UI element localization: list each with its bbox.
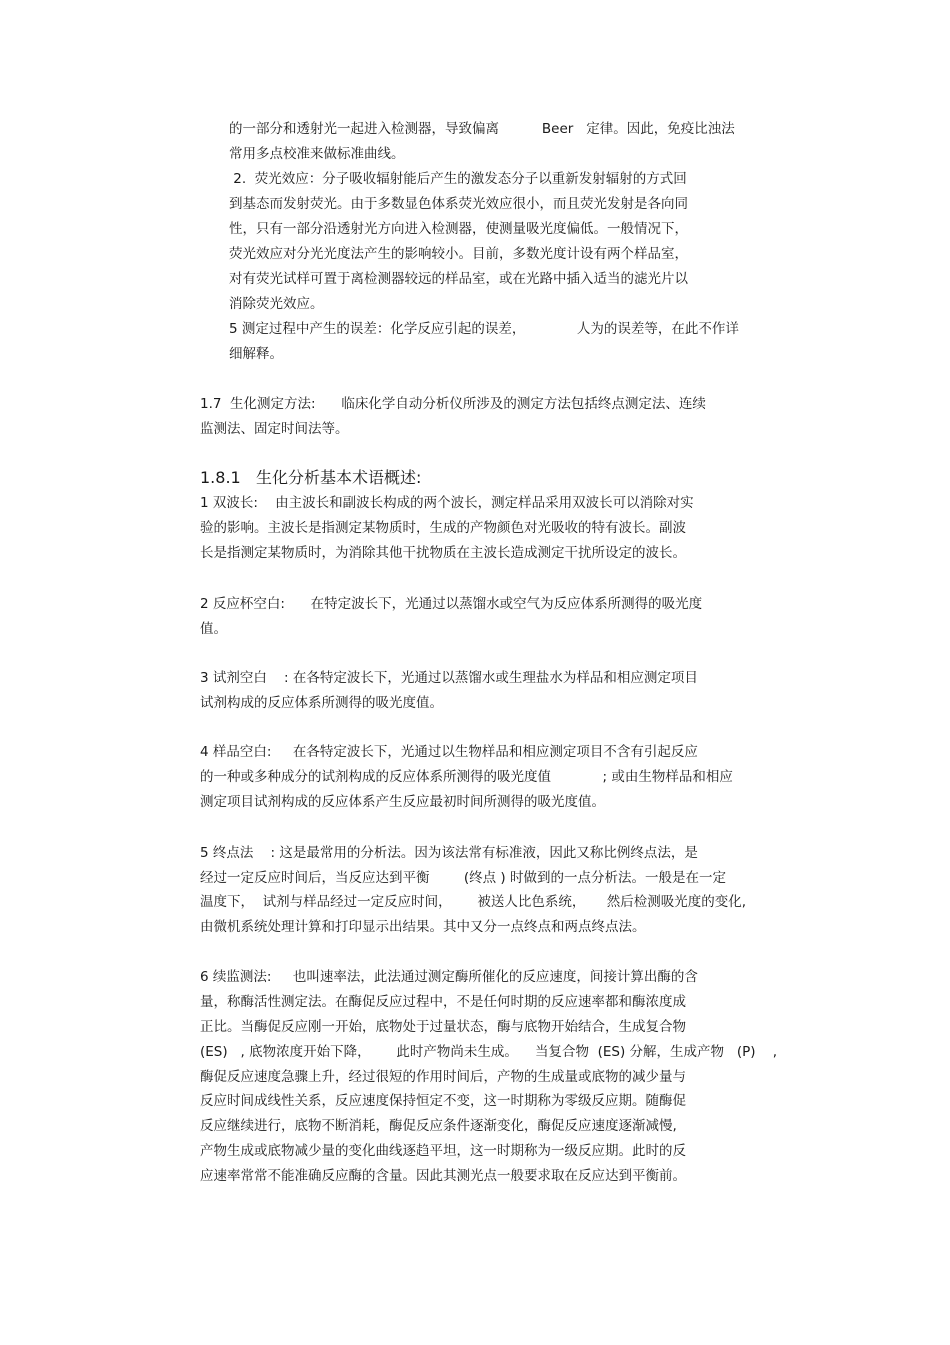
text-line: 常用多点校准来做标准曲线。 <box>229 146 405 162</box>
text-line: 的一部分和透射光一起进入检测器，导致偏离 Beer 定律。因此，免疫比浊法 <box>229 121 735 137</box>
term-1-line: 验的影响。主波长是指测定某物质时，生成的产物颜色对光吸收的特有波长。副波 <box>200 520 686 536</box>
term-6-line: 正比。当酶促反应刚一开始，底物处于过量状态，酶与底物开始结合，生成复合物 <box>200 1019 686 1035</box>
term-2-line: 值。 <box>200 621 227 637</box>
term-4-line: 的一种或多种成分的试剂构成的反应体系所测得的吸光度值 ; 或由生物样品和相应 <box>200 769 733 785</box>
term-5-line: 经过一定反应时间后，当反应达到平衡 (终点 ) 时做到的一点分析法。一般是在一定 <box>200 870 726 886</box>
term-3-line: 3 试剂空白 : 在各特定波长下，光通过以蒸馏水或生理盐水为样品和相应测定项目 <box>200 670 698 686</box>
term-3-line: 试剂构成的反应体系所测得的吸光度值。 <box>200 695 443 711</box>
term-6-line: 量，称酶活性测定法。在酶促反应过程中，不是任何时期的反应速率都和酶浓度成 <box>200 994 686 1010</box>
term-6-line: (ES) , 底物浓度开始下降， 此时产物尚未生成。 当复合物 (ES) 分解，生成产物 (P) , <box>200 1044 778 1060</box>
text-line: 消除荧光效应。 <box>229 296 324 312</box>
term-6-line: 反应继续进行，底物不断消耗，酶促反应条件逐渐变化，酶促反应速度逐渐减慢, <box>200 1118 677 1134</box>
term-1-line: 1 双波长: 由主波长和副波长构成的两个波长，测定样品采用双波长可以消除对实 <box>200 495 694 511</box>
term-2-line: 2 反应杯空白: 在特定波长下，光通过以蒸馏水或空气为反应体系所测得的吸光度 <box>200 596 703 612</box>
section-1-7-line: 1.7 生化测定方法: 临床化学自动分析仪所涉及的测定方法包括终点测定法、连续 <box>200 396 706 412</box>
section-heading: 1.8.1 生化分析基本术语概述: <box>200 468 422 487</box>
term-1-line: 长是指测定某物质时，为消除其他干扰物质在主波长造成测定干扰所设定的波长。 <box>200 545 686 561</box>
term-6-line: 应速率常常不能准确反应酶的含量。因此其测光点一般要求取在反应达到平衡前。 <box>200 1168 686 1184</box>
term-6-line: 6 续监测法: 也叫速率法，此法通过测定酶所催化的反应速度，间接计算出酶的含 <box>200 969 698 985</box>
term-6-line: 酶促反应速度急骤上升，经过很短的作用时间后，产物的生成量或底物的减少量与 <box>200 1069 686 1085</box>
term-5-line: 温度下， 试剂与样品经过一定反应时间， 被送人比色系统， 然后检测吸光度的变化, <box>200 894 747 910</box>
term-4-line: 测定项目试剂构成的反应体系产生反应最初时间所测得的吸光度值。 <box>200 794 605 810</box>
text-line: 性，只有一部分沿透射光方向进入检测器，使测量吸光度偏低。一般情况下， <box>229 221 688 237</box>
text-line: 细解释。 <box>229 346 283 362</box>
term-6-line: 产物生成或底物减少量的变化曲线逐趋平坦，这一时期称为一级反应期。此时的反 <box>200 1143 686 1159</box>
text-line: 5 测定过程中产生的误差：化学反应引起的误差， 人为的误差等，在此不作详 <box>229 321 739 337</box>
text-line: 对有荧光试样可置于离检测器较远的样品室，或在光路中插入适当的滤光片以 <box>229 271 688 287</box>
text-line: 2. 荧光效应：分子吸收辐射能后产生的激发态分子以重新发射辐射的方式回 <box>229 171 687 187</box>
text-line: 到基态而发射荧光。由于多数显色体系荧光效应很小，而且荧光发射是各向同 <box>229 196 688 212</box>
term-5-line: 5 终点法 : 这是最常用的分析法。因为该法常有标准液，因此又称比例终点法，是 <box>200 845 698 861</box>
section-1-7-line: 监测法、固定时间法等。 <box>200 421 349 437</box>
term-4-line: 4 样品空白: 在各特定波长下，光通过以生物样品和相应测定项目不含有引起反应 <box>200 744 698 760</box>
text-line: 荧光效应对分光光度法产生的影响较小。目前，多数光度计设有两个样品室， <box>229 246 688 262</box>
term-5-line: 由微机系统处理计算和打印显示出结果。其中又分一点终点和两点终点法。 <box>200 919 646 935</box>
term-6-line: 反应时间成线性关系，反应速度保持恒定不变，这一时期称为零级反应期。随酶促 <box>200 1093 686 1109</box>
